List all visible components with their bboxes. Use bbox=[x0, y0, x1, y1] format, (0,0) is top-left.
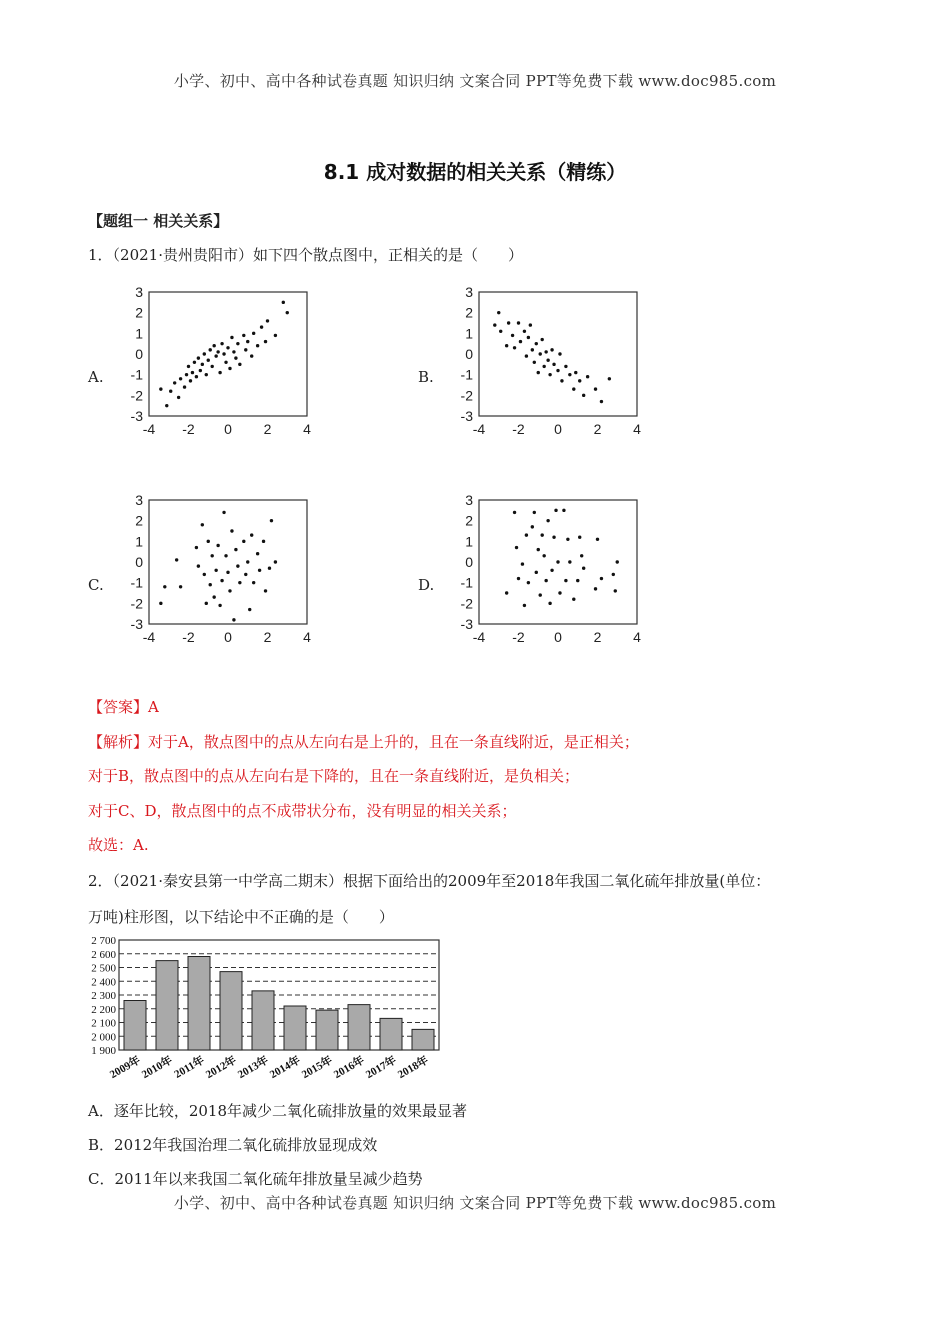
scatter-point bbox=[193, 361, 196, 364]
scatter-point bbox=[220, 579, 223, 582]
scatter-point bbox=[558, 352, 561, 355]
x-tick-label: -4 bbox=[472, 421, 486, 437]
scatter-point bbox=[201, 363, 204, 366]
scatter-point bbox=[576, 579, 579, 582]
scatter-point bbox=[252, 581, 255, 584]
x-tick-label: 0 bbox=[554, 629, 562, 645]
scatter-point bbox=[529, 323, 532, 326]
x-tick-label: -2 bbox=[512, 421, 525, 437]
scatter-point bbox=[234, 356, 237, 359]
y-tick-label: 1 bbox=[465, 533, 473, 550]
bar bbox=[380, 1018, 402, 1050]
scatter-point bbox=[260, 325, 263, 328]
scatter-plot-b bbox=[454, 286, 644, 446]
scatter-point bbox=[537, 371, 540, 374]
scatter-point bbox=[165, 404, 168, 407]
scatter-point bbox=[517, 577, 520, 580]
page-footer: 小学、初中、高中各种试卷真题 知识归纳 文案合同 PPT等免费下载 www.doc985.com bbox=[173, 1194, 777, 1212]
bar bbox=[188, 957, 210, 1051]
scatter-point bbox=[250, 354, 253, 357]
y-tick-label: 0 bbox=[135, 554, 143, 570]
scatter-point bbox=[228, 367, 231, 370]
scatter-point bbox=[600, 400, 603, 403]
scatter-point bbox=[226, 571, 229, 574]
scatter-point bbox=[566, 538, 569, 541]
scatter-point bbox=[256, 552, 259, 555]
x-tick-label: 0 bbox=[224, 629, 232, 645]
x-tick-label: 2017年 bbox=[363, 1054, 399, 1082]
scatter-point bbox=[222, 352, 225, 355]
y-tick-label: 3 bbox=[465, 286, 473, 300]
scatter-point bbox=[214, 354, 217, 357]
scatter-point bbox=[163, 585, 166, 588]
bar bbox=[348, 1005, 370, 1050]
scatter-point bbox=[177, 396, 180, 399]
scatter-point bbox=[262, 540, 265, 543]
page-header: 小学、初中、高中各种试卷真题 知识归纳 文案合同 PPT等免费下载 www.doc985.com bbox=[173, 72, 777, 90]
scatter-point bbox=[533, 511, 536, 514]
group-heading: 【题组一 相关关系】 bbox=[88, 212, 229, 230]
q1-analysis-line-1 bbox=[88, 731, 639, 752]
bar-chart bbox=[84, 934, 454, 1094]
scatter-point bbox=[523, 604, 526, 607]
scatter-point bbox=[523, 330, 526, 333]
scatter-point bbox=[183, 385, 186, 388]
y-tick-label: -1 bbox=[130, 574, 143, 591]
x-tick-label: 2 bbox=[263, 629, 272, 645]
scatter-point bbox=[218, 604, 221, 607]
scatter-point bbox=[246, 560, 249, 563]
scatter-point bbox=[244, 348, 247, 351]
q1-analysis-line-4: 故选：A. bbox=[88, 836, 149, 854]
scatter-point bbox=[179, 585, 182, 588]
scatter-point bbox=[238, 363, 241, 366]
scatter-point bbox=[264, 340, 267, 343]
scatter-point bbox=[175, 558, 178, 561]
x-tick-label: 2 bbox=[263, 421, 272, 437]
y-tick-label: -2 bbox=[460, 387, 473, 404]
scatter-point bbox=[258, 569, 261, 572]
plot-frame bbox=[479, 292, 637, 416]
scatter-point bbox=[582, 394, 585, 397]
bar bbox=[412, 1029, 434, 1050]
page-title: 8.1 成对数据的相关关系（精练） bbox=[323, 160, 627, 184]
scatter-point bbox=[209, 348, 212, 351]
scatter-point bbox=[580, 554, 583, 557]
y-tick-label: 2 500 bbox=[91, 962, 116, 975]
scatter-point bbox=[212, 344, 215, 347]
scatter-point bbox=[515, 546, 518, 549]
scatter-point bbox=[564, 579, 567, 582]
y-tick-label: 2 600 bbox=[91, 948, 116, 961]
scatter-point bbox=[497, 311, 500, 314]
x-tick-label: 2013年 bbox=[235, 1054, 271, 1082]
scatter-point bbox=[236, 564, 239, 567]
x-tick-label: 2016年 bbox=[331, 1054, 367, 1082]
y-tick-label: -3 bbox=[130, 616, 143, 632]
scatter-point bbox=[218, 371, 221, 374]
y-tick-label: 1 900 bbox=[91, 1045, 116, 1057]
y-tick-label: -2 bbox=[130, 387, 143, 404]
scatter-point bbox=[264, 589, 267, 592]
scatter-point bbox=[205, 373, 208, 376]
scatter-point bbox=[531, 525, 534, 528]
scatter-point bbox=[238, 581, 241, 584]
y-tick-label: 2 700 bbox=[91, 935, 116, 947]
x-tick-label: 2011年 bbox=[172, 1054, 207, 1081]
option-label-b: B. bbox=[418, 368, 434, 386]
scatter-point bbox=[544, 350, 547, 353]
scatter-point bbox=[505, 344, 508, 347]
y-tick-label: 0 bbox=[465, 346, 473, 362]
scatter-point bbox=[211, 365, 214, 368]
scatter-point bbox=[246, 340, 249, 343]
scatter-point bbox=[596, 538, 599, 541]
scatter-point bbox=[226, 346, 229, 349]
scatter-point bbox=[159, 387, 162, 390]
scatter-point bbox=[544, 579, 547, 582]
scatter-point bbox=[232, 350, 235, 353]
scatter-point bbox=[499, 330, 502, 333]
y-tick-label: 1 bbox=[465, 325, 473, 342]
plot-frame bbox=[149, 500, 307, 624]
q2-option-c: C．2011年以来我国二氧化硫年排放量呈减少趋势 bbox=[88, 1170, 423, 1188]
scatter-point bbox=[270, 519, 273, 522]
scatter-point bbox=[224, 361, 227, 364]
x-tick-label: 2015年 bbox=[299, 1054, 335, 1082]
scatter-point bbox=[179, 377, 182, 380]
y-tick-label: 2 300 bbox=[91, 990, 116, 1002]
option-label-d: D. bbox=[418, 576, 435, 594]
y-tick-label: 3 bbox=[135, 494, 143, 508]
scatter-point bbox=[531, 348, 534, 351]
scatter-point bbox=[546, 519, 549, 522]
scatter-point bbox=[201, 523, 204, 526]
scatter-point bbox=[586, 375, 589, 378]
y-tick-label: 2 bbox=[135, 304, 143, 321]
x-tick-label: 4 bbox=[633, 629, 641, 645]
q1-answer bbox=[88, 696, 159, 717]
scatter-point bbox=[578, 379, 581, 382]
y-tick-label: 2 bbox=[135, 512, 143, 529]
scatter-point bbox=[541, 533, 544, 536]
x-tick-label: -2 bbox=[182, 629, 195, 645]
scatter-point bbox=[542, 365, 545, 368]
scatter-point bbox=[169, 390, 172, 393]
scatter-point bbox=[568, 373, 571, 376]
scatter-point bbox=[541, 338, 544, 341]
scatter-point bbox=[537, 548, 540, 551]
scatter-point bbox=[203, 573, 206, 576]
scatter-point bbox=[189, 379, 192, 382]
scatter-point bbox=[616, 560, 619, 563]
y-tick-label: -3 bbox=[460, 616, 473, 632]
scatter-point bbox=[608, 377, 611, 380]
scatter-point bbox=[214, 569, 217, 572]
scatter-point bbox=[519, 340, 522, 343]
bar bbox=[156, 961, 178, 1050]
scatter-plot-d bbox=[454, 494, 644, 654]
scatter-point bbox=[195, 546, 198, 549]
q2-option-b: B．2012年我国治理二氧化硫排放显现成效 bbox=[88, 1136, 378, 1154]
y-tick-label: 0 bbox=[465, 554, 473, 570]
scatter-point bbox=[159, 602, 162, 605]
scatter-point bbox=[268, 567, 271, 570]
scatter-point bbox=[203, 352, 206, 355]
y-tick-label: -1 bbox=[130, 366, 143, 383]
scatter-point bbox=[197, 356, 200, 359]
scatter-point bbox=[211, 554, 214, 557]
scatter-point bbox=[614, 589, 617, 592]
y-tick-label: 3 bbox=[465, 494, 473, 508]
scatter-point bbox=[244, 573, 247, 576]
scatter-point bbox=[282, 301, 285, 304]
x-tick-label: -2 bbox=[512, 629, 525, 645]
scatter-point bbox=[207, 540, 210, 543]
analysis-tag: 【解析】 bbox=[88, 733, 149, 751]
x-tick-label: -4 bbox=[472, 629, 486, 645]
x-tick-label: 2014年 bbox=[267, 1054, 303, 1082]
x-tick-label: 2010年 bbox=[139, 1054, 175, 1082]
x-tick-label: 0 bbox=[554, 421, 562, 437]
scatter-point bbox=[191, 371, 194, 374]
scatter-point bbox=[535, 571, 538, 574]
scatter-point bbox=[552, 536, 555, 539]
scatter-point bbox=[252, 332, 255, 335]
scatter-point bbox=[550, 569, 553, 572]
scatter-point bbox=[236, 342, 239, 345]
q2-option-a: A．逐年比较，2018年减少二氧化硫排放量的效果最显著 bbox=[88, 1102, 468, 1120]
scatter-point bbox=[525, 533, 528, 536]
y-tick-label: 2 bbox=[465, 304, 473, 321]
bar bbox=[284, 1006, 306, 1050]
scatter-point bbox=[548, 373, 551, 376]
scatter-point bbox=[533, 361, 536, 364]
scatter-point bbox=[582, 567, 585, 570]
scatter-point bbox=[560, 379, 563, 382]
q1-analysis-line-3: 对于C、D，散点图中的点不成带状分布，没有明显的相关关系； bbox=[88, 802, 517, 820]
x-tick-label: 2 bbox=[593, 629, 602, 645]
scatter-point bbox=[539, 352, 542, 355]
scatter-point bbox=[242, 334, 245, 337]
y-tick-label: 2 400 bbox=[91, 976, 116, 989]
scatter-point bbox=[556, 560, 559, 563]
scatter-point bbox=[185, 373, 188, 376]
x-tick-label: 4 bbox=[303, 421, 311, 437]
bar bbox=[124, 1001, 146, 1051]
scatter-point bbox=[187, 365, 190, 368]
scatter-point bbox=[564, 365, 567, 368]
scatter-point bbox=[232, 618, 235, 621]
scatter-point bbox=[546, 359, 549, 362]
y-tick-label: -2 bbox=[460, 595, 473, 612]
y-tick-label: -1 bbox=[460, 366, 473, 383]
scatter-point bbox=[220, 342, 223, 345]
scatter-point bbox=[216, 544, 219, 547]
x-tick-label: 2009年 bbox=[107, 1054, 143, 1082]
y-tick-label: -1 bbox=[460, 574, 473, 591]
bar bbox=[316, 1010, 338, 1050]
scatter-point bbox=[572, 598, 575, 601]
analysis-text: 对于A，散点图中的点从左向右是上升的，且在一条直线附近，是正相关； bbox=[148, 733, 639, 751]
scatter-point bbox=[562, 509, 565, 512]
scatter-point bbox=[548, 602, 551, 605]
scatter-point bbox=[521, 562, 524, 565]
scatter-point bbox=[274, 560, 277, 563]
scatter-point bbox=[568, 560, 571, 563]
scatter-point bbox=[197, 564, 200, 567]
scatter-point bbox=[199, 369, 202, 372]
scatter-point bbox=[266, 319, 269, 322]
scatter-point bbox=[230, 336, 233, 339]
scatter-point bbox=[222, 511, 225, 514]
scatter-point bbox=[228, 589, 231, 592]
scatter-point bbox=[550, 348, 553, 351]
y-tick-label: -3 bbox=[460, 408, 473, 424]
scatter-point bbox=[195, 375, 198, 378]
x-tick-label: 2012年 bbox=[203, 1054, 239, 1082]
y-tick-label: 1 bbox=[135, 325, 143, 342]
scatter-point bbox=[513, 511, 516, 514]
scatter-point bbox=[286, 311, 289, 314]
y-tick-label: 3 bbox=[135, 286, 143, 300]
scatter-point bbox=[173, 381, 176, 384]
scatter-point bbox=[256, 344, 259, 347]
scatter-point bbox=[205, 602, 208, 605]
scatter-point bbox=[248, 608, 251, 611]
scatter-point bbox=[507, 321, 510, 324]
scatter-point bbox=[250, 533, 253, 536]
scatter-point bbox=[552, 363, 555, 366]
y-tick-label: -3 bbox=[130, 408, 143, 424]
scatter-point bbox=[612, 573, 615, 576]
scatter-point bbox=[527, 336, 530, 339]
bar bbox=[252, 991, 274, 1050]
scatter-point bbox=[216, 350, 219, 353]
answer-tag: 【答案】 bbox=[88, 698, 149, 716]
bar bbox=[220, 972, 242, 1050]
scatter-point bbox=[600, 577, 603, 580]
scatter-point bbox=[578, 536, 581, 539]
scatter-point bbox=[594, 387, 597, 390]
x-tick-label: 4 bbox=[303, 629, 311, 645]
scatter-point bbox=[230, 529, 233, 532]
scatter-point bbox=[212, 595, 215, 598]
x-tick-label: 0 bbox=[224, 421, 232, 437]
option-label-c: C. bbox=[88, 576, 104, 594]
scatter-point bbox=[511, 334, 514, 337]
scatter-point bbox=[517, 321, 520, 324]
scatter-point bbox=[558, 591, 561, 594]
answer-value: A bbox=[148, 698, 159, 716]
scatter-plot-a bbox=[124, 286, 314, 446]
scatter-point bbox=[556, 369, 559, 372]
scatter-point bbox=[527, 581, 530, 584]
y-tick-label: 1 bbox=[135, 533, 143, 550]
y-tick-label: 2 bbox=[465, 512, 473, 529]
y-tick-label: 2 100 bbox=[91, 1017, 116, 1030]
q2-stem-line-2: 万吨)柱形图，以下结论中不正确的是（ ） bbox=[88, 908, 394, 926]
scatter-point bbox=[574, 371, 577, 374]
x-tick-label: -4 bbox=[142, 421, 156, 437]
scatter-point bbox=[224, 554, 227, 557]
x-tick-label: 4 bbox=[633, 421, 641, 437]
q2-stem-line-1: 2．（2021·秦安县第一中学高二期末）根据下面给出的2009年至2018年我国二氧化硫年排放量(单位： bbox=[88, 872, 771, 890]
scatter-point bbox=[207, 359, 210, 362]
scatter-point bbox=[505, 591, 508, 594]
scatter-point bbox=[274, 334, 277, 337]
scatter-point bbox=[572, 387, 575, 390]
x-tick-label: -4 bbox=[142, 629, 156, 645]
scatter-point bbox=[209, 583, 212, 586]
scatter-point bbox=[242, 540, 245, 543]
y-tick-label: 2 000 bbox=[91, 1031, 116, 1044]
scatter-point bbox=[554, 509, 557, 512]
y-tick-label: -2 bbox=[130, 595, 143, 612]
scatter-point bbox=[542, 554, 545, 557]
q1-analysis-line-2: 对于B，散点图中的点从左向右是下降的，且在一条直线附近，是负相关； bbox=[88, 767, 580, 785]
scatter-point bbox=[525, 354, 528, 357]
option-label-a: A. bbox=[88, 368, 104, 386]
x-tick-label: -2 bbox=[182, 421, 195, 437]
scatter-point bbox=[539, 593, 542, 596]
scatter-point bbox=[535, 342, 538, 345]
x-tick-label: 2 bbox=[593, 421, 602, 437]
y-tick-label: 0 bbox=[135, 346, 143, 362]
y-tick-label: 2 200 bbox=[91, 1003, 116, 1016]
plot-frame bbox=[149, 292, 307, 416]
scatter-plot-c bbox=[124, 494, 314, 654]
scatter-point bbox=[594, 587, 597, 590]
scatter-point bbox=[513, 346, 516, 349]
scatter-point bbox=[234, 548, 237, 551]
x-tick-label: 2018年 bbox=[395, 1054, 431, 1082]
scatter-point bbox=[493, 323, 496, 326]
q1-stem: 1．（2021·贵州贵阳市）如下四个散点图中，正相关的是（ ） bbox=[88, 246, 523, 264]
